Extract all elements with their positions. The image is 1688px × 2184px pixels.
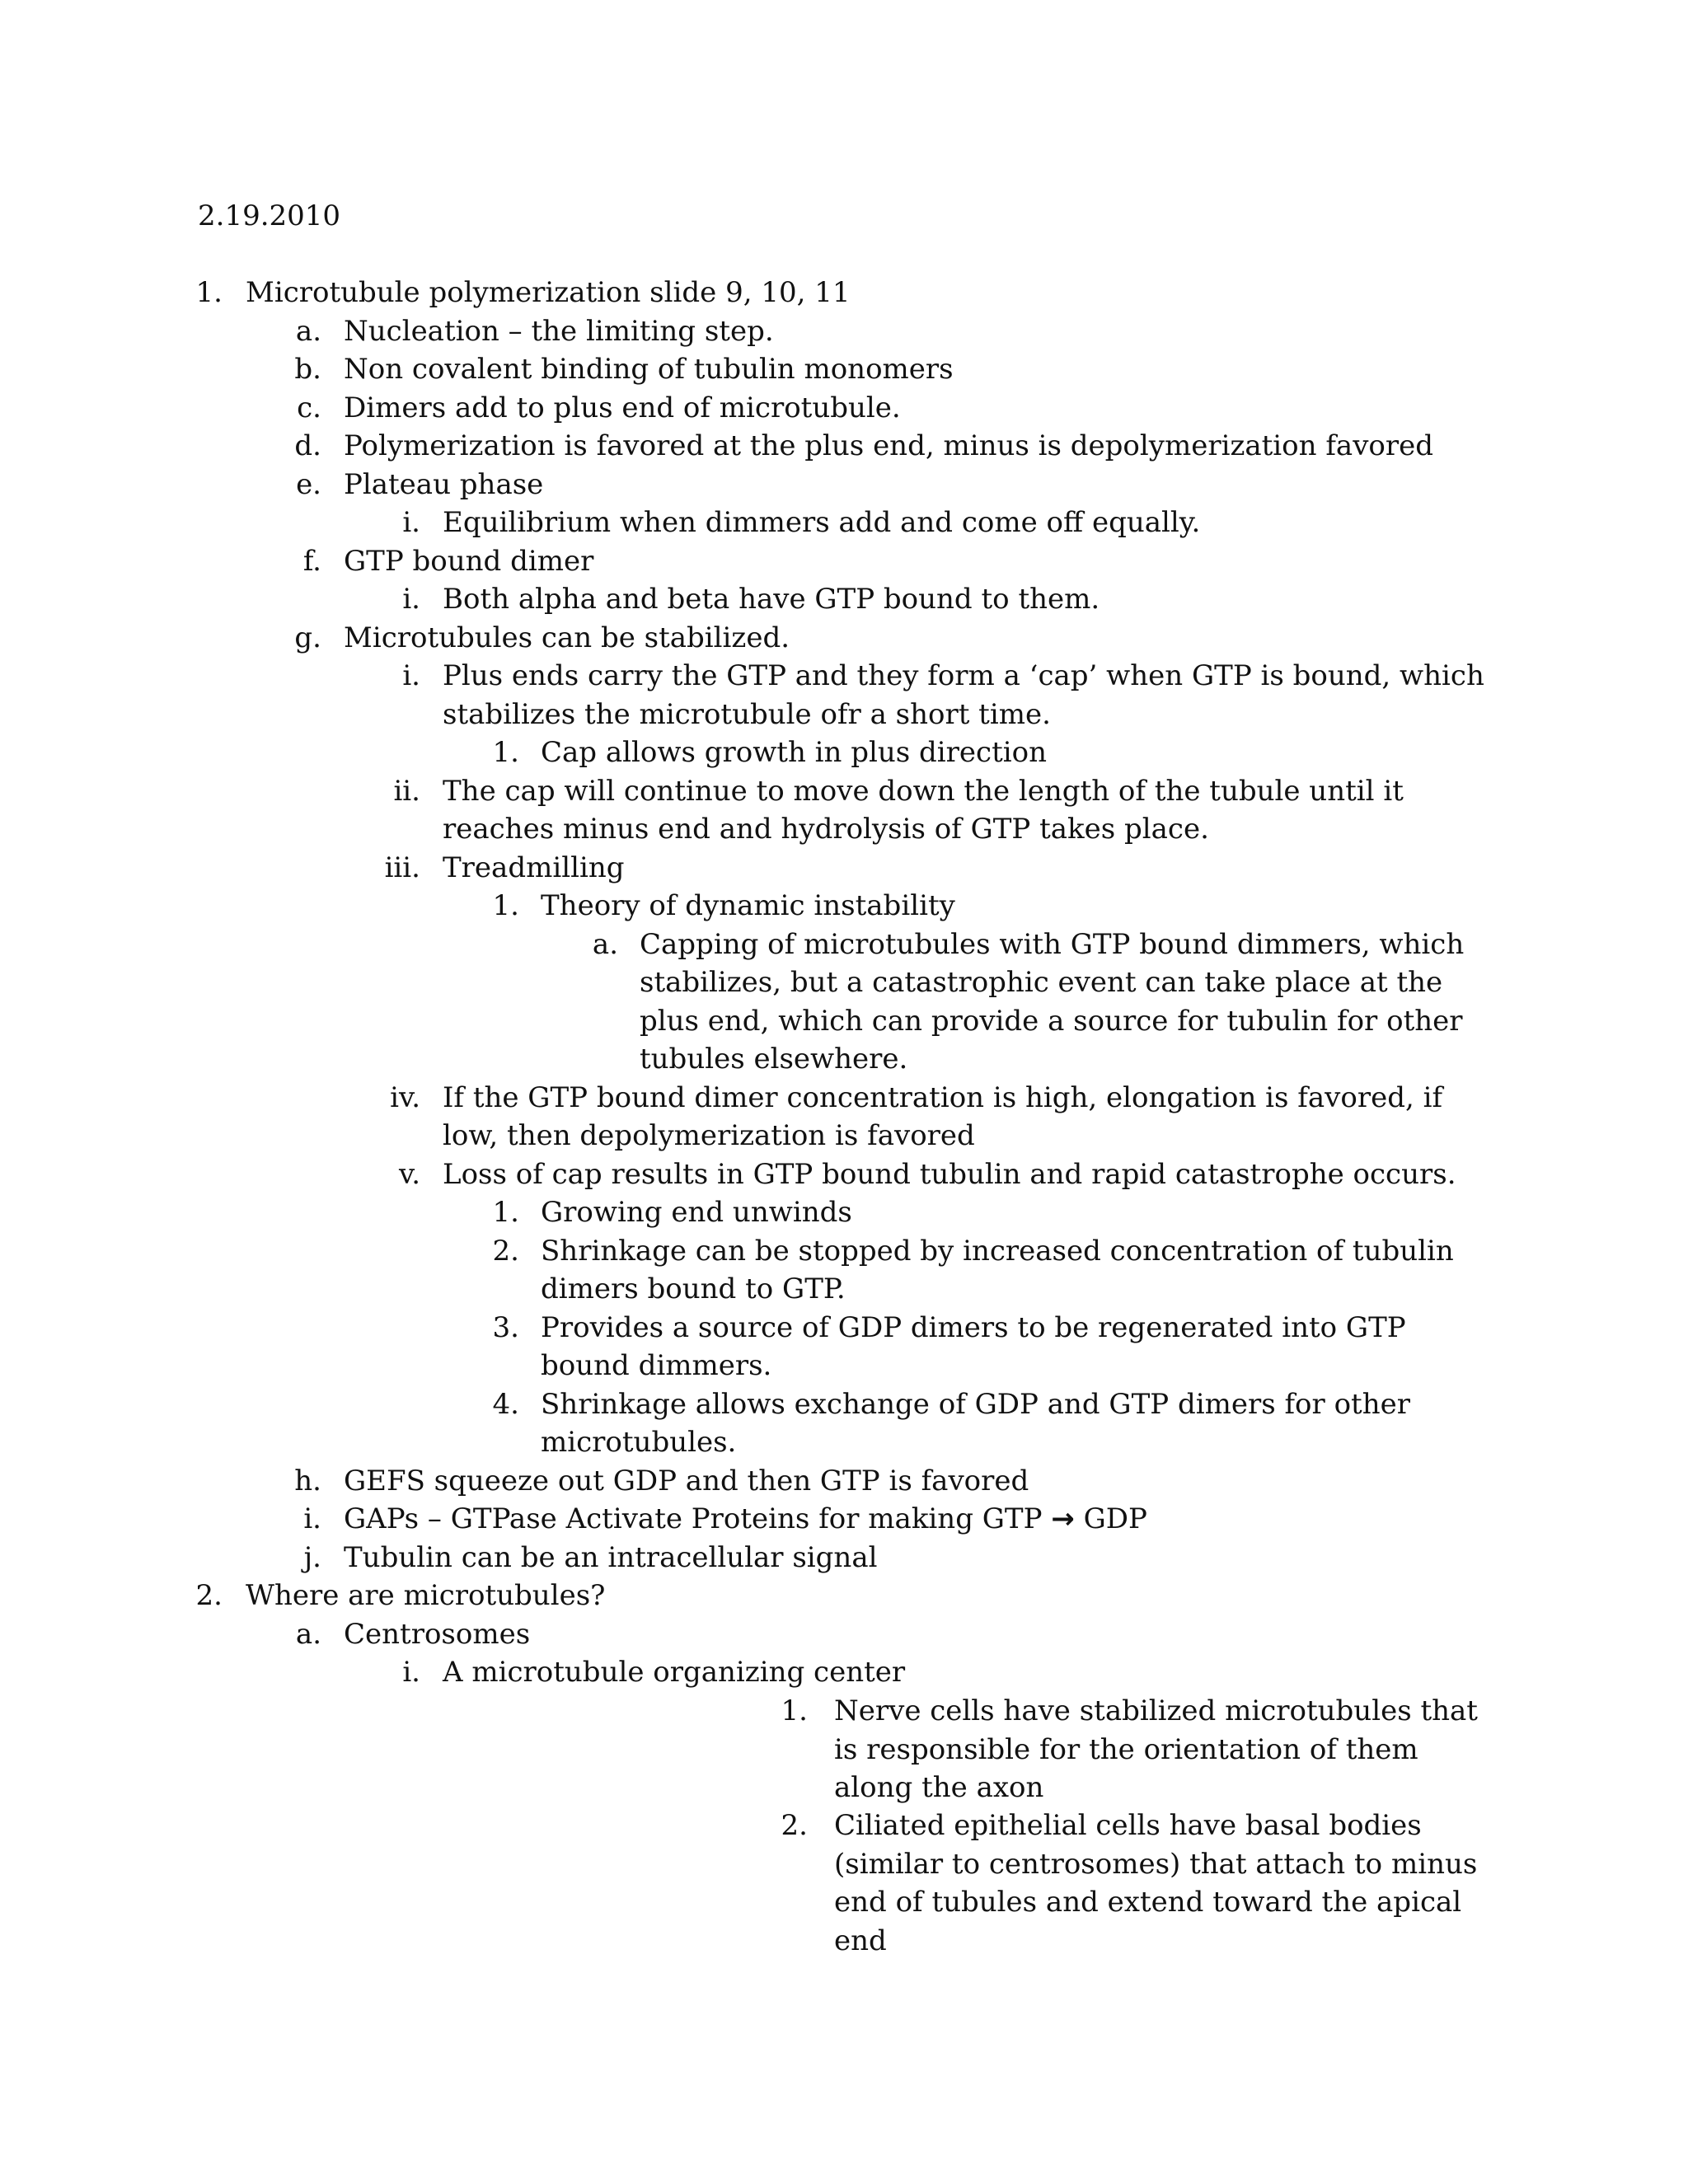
list-marker: 4. — [492, 1388, 519, 1421]
list-marker: e. — [296, 468, 321, 501]
list-marker: b. — [294, 353, 321, 386]
list-marker: j. — [303, 1541, 321, 1574]
list-item-text — [344, 1500, 1147, 1538]
list-item-text: Polymerization is favored at the plus end, minus is depolymerization favored — [344, 429, 1434, 462]
list-marker: f. — [302, 545, 321, 578]
list-marker: d. — [294, 429, 321, 462]
list-item-text-continued: tubules elsewhere. — [640, 1043, 908, 1076]
list-marker: 2. — [195, 1579, 223, 1612]
list-item-text: Both alpha and beta have GTP bound to them. — [443, 583, 1100, 616]
list-item-text-continued: stabilizes, but a catastrophic event can take place at the — [640, 966, 1443, 999]
list-item-text: Plus ends carry the GTP and they form a ‘cap’ when GTP is bound, which — [443, 659, 1484, 692]
list-item-text: Shrinkage allows exchange of GDP and GTP dimers for other — [541, 1388, 1410, 1421]
list-marker: v. — [399, 1158, 420, 1191]
list-item-text-continued: bound dimmers. — [541, 1349, 772, 1382]
list-item-text: The cap will continue to move down the length of the tubule until it — [443, 775, 1404, 808]
right-arrow-icon: → — [1051, 1502, 1075, 1535]
list-item-text: GEFS squeeze out GDP and then GTP is favored — [344, 1465, 1029, 1497]
list-item-text: Centrosomes — [344, 1618, 531, 1651]
list-item-text: Loss of cap results in GTP bound tubulin and rapid catastrophe occurs. — [443, 1158, 1456, 1191]
list-marker: 1. — [781, 1694, 808, 1727]
list-marker: g. — [294, 621, 321, 654]
document-date: 2.19.2010 — [198, 199, 341, 232]
list-marker: i. — [303, 1502, 321, 1535]
list-marker: ii. — [393, 775, 420, 808]
list-item-text: Equilibrium when dimmers add and come off equally. — [443, 506, 1201, 539]
list-item-text: Theory of dynamic instability — [541, 889, 955, 922]
list-item-text: Ciliated epithelial cells have basal bodies (similar to centrosomes) that attach to minus end of tubules and extend toward the apical end — [834, 1809, 1478, 1957]
list-item-text: Microtubule polymerization slide 9, 10, 11 — [246, 276, 851, 309]
list-item-text: Microtubules can be stabilized. — [344, 621, 790, 654]
list-item-text-part: GAPs – GTPase Activate Proteins for making GTP — [344, 1502, 1043, 1535]
list-item-text: Dimers add to plus end of microtubule. — [344, 391, 901, 424]
list-item-text-part: GDP — [1083, 1502, 1147, 1535]
list-item-text: Provides a source of GDP dimers to be regenerated into GTP — [541, 1311, 1406, 1344]
list-marker: iv. — [390, 1081, 420, 1114]
list-item-text-continued: plus end, which can provide a source for tubulin for other — [640, 1005, 1463, 1038]
list-marker: 1. — [195, 276, 223, 309]
list-item-text-continued: microtubules. — [541, 1426, 737, 1459]
list-marker: 2. — [781, 1809, 808, 1842]
list-marker: 1. — [492, 1196, 519, 1229]
list-marker: 2. — [492, 1235, 519, 1268]
list-item-text: Shrinkage can be stopped by increased concentration of tubulin — [541, 1235, 1454, 1268]
list-item-text: Growing end unwinds — [541, 1196, 852, 1229]
list-marker: a. — [295, 315, 321, 348]
list-item-text: Tubulin can be an intracellular signal — [344, 1541, 878, 1574]
list-item-text: Capping of microtubules with GTP bound dimmers, which — [640, 928, 1465, 961]
list-marker: i. — [402, 583, 420, 616]
list-marker: i. — [402, 1656, 420, 1689]
list-item-text-continued: low, then depolymerization is favored — [443, 1119, 975, 1152]
list-marker: a. — [295, 1618, 321, 1651]
list-item-text-continued: reaches minus end and hydrolysis of GTP takes place. — [443, 813, 1209, 846]
list-item-text-continued: dimers bound to GTP. — [541, 1272, 846, 1305]
list-item-text: Non covalent binding of tubulin monomers — [344, 353, 954, 386]
list-item-text: GTP bound dimer — [344, 545, 594, 578]
list-marker: i. — [402, 506, 420, 539]
list-marker: c. — [297, 391, 321, 424]
list-marker: 1. — [492, 736, 519, 769]
list-marker: 1. — [492, 889, 519, 922]
list-marker: i. — [402, 659, 420, 692]
list-item-text: Where are microtubules? — [246, 1579, 606, 1612]
list-item-text: Nerve cells have stabilized microtubules that is responsible for the orientation of them along the axon — [834, 1694, 1478, 1804]
list-item-text: Plateau phase — [344, 468, 544, 501]
list-item-text: A microtubule organizing center — [443, 1656, 906, 1689]
list-marker: iii. — [384, 851, 420, 884]
list-marker: 3. — [492, 1311, 519, 1344]
list-item-text: Nucleation – the limiting step. — [344, 315, 774, 348]
list-marker: a. — [592, 928, 618, 961]
list-item-text-continued: stabilizes the microtubule ofr a short time. — [443, 698, 1051, 731]
list-marker: h. — [294, 1465, 321, 1497]
list-item-text: Treadmilling — [443, 851, 625, 884]
list-item-text: If the GTP bound dimer concentration is high, elongation is favored, if — [443, 1081, 1443, 1114]
list-item-text: Cap allows growth in plus direction — [541, 736, 1047, 769]
